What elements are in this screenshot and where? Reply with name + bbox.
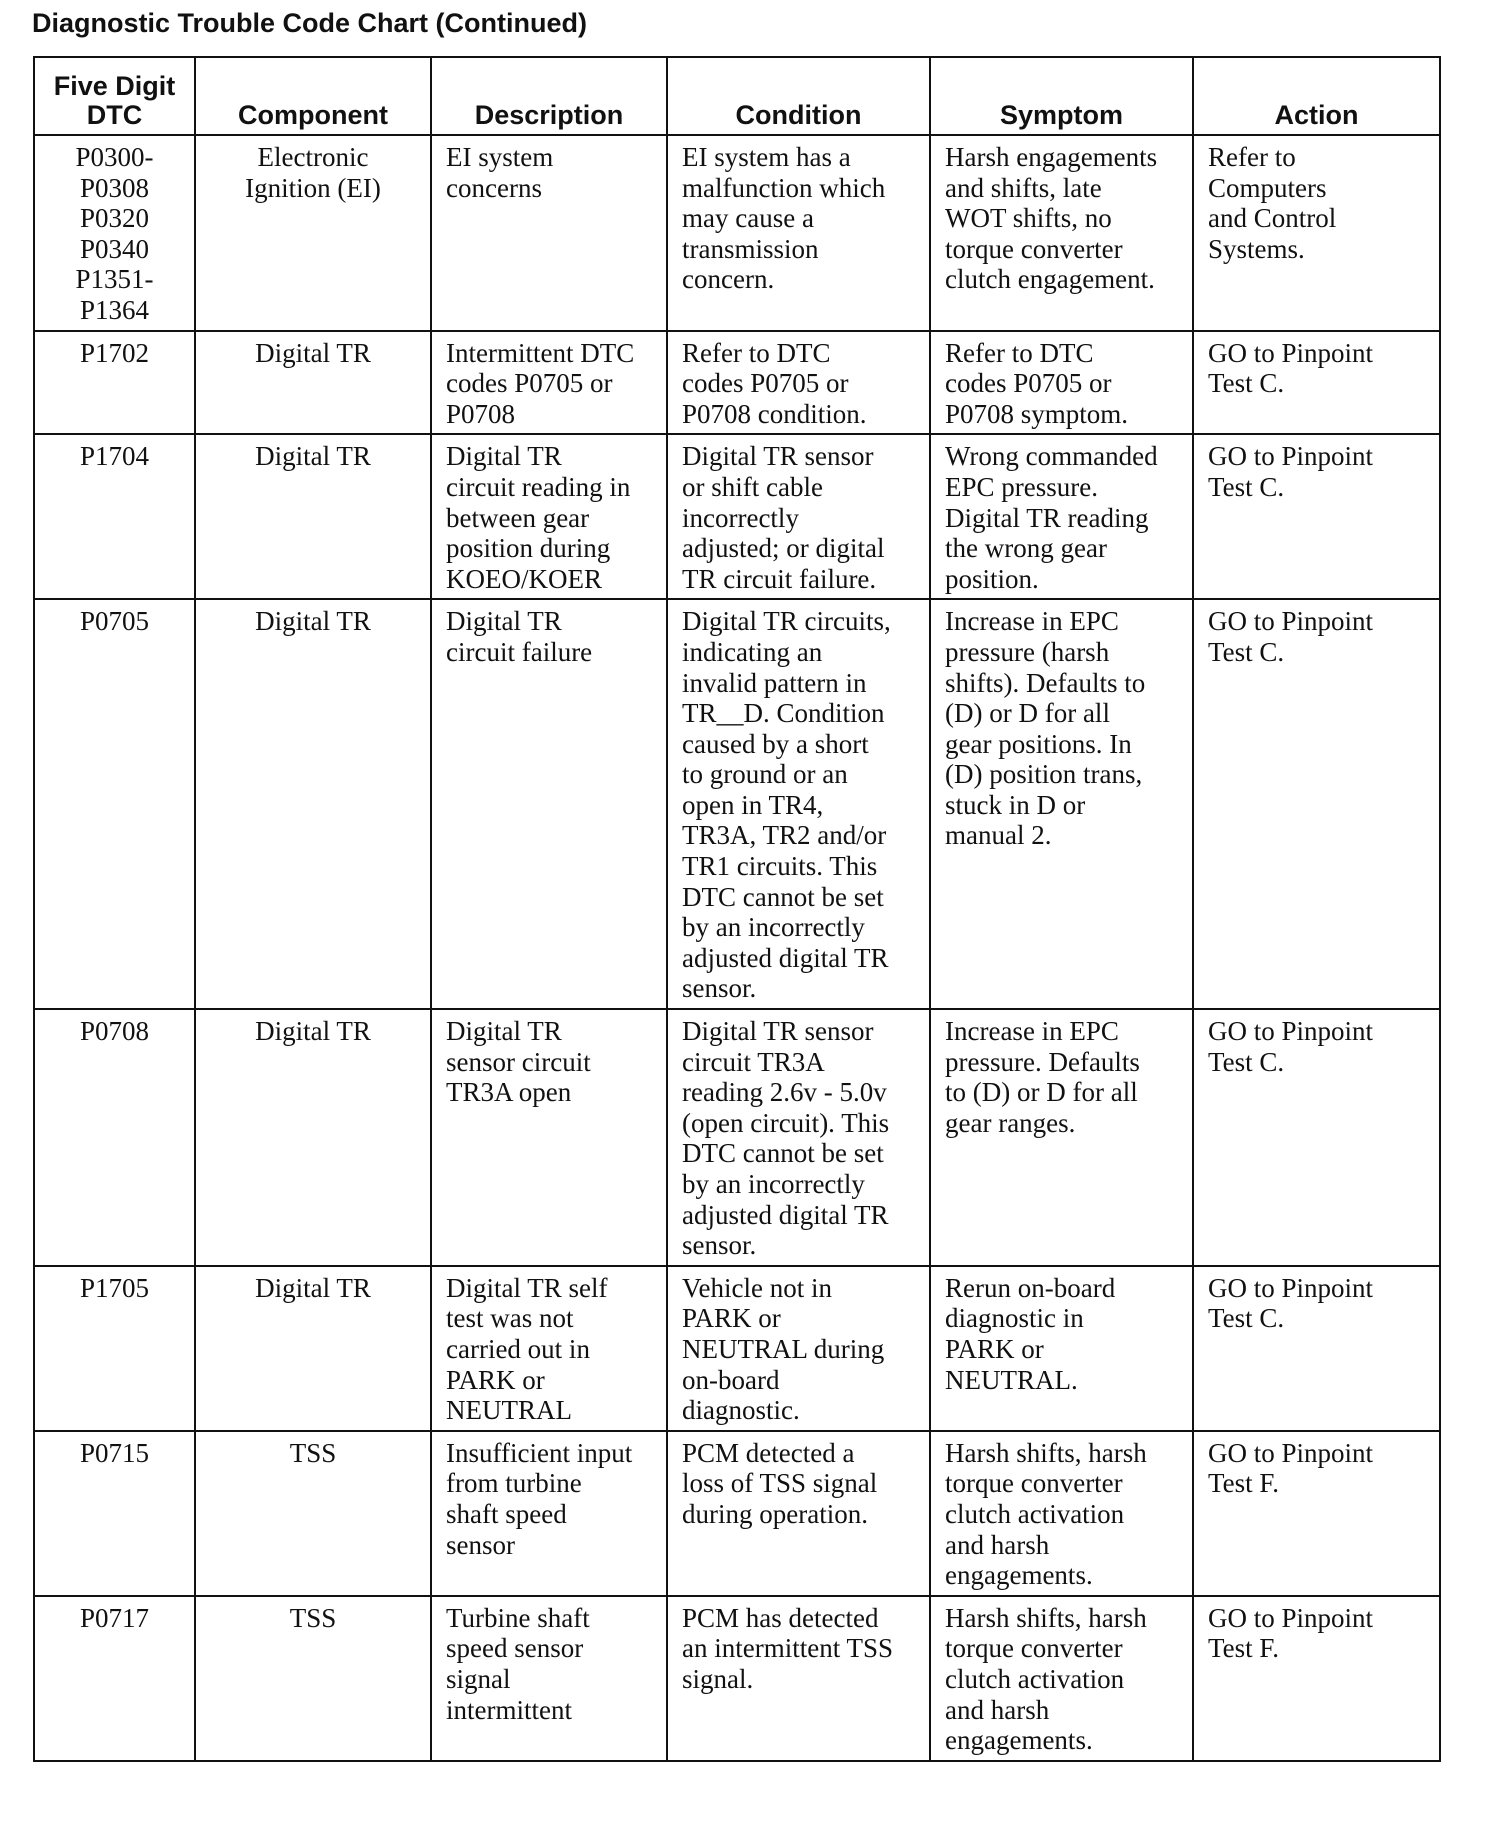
description-text: test was not <box>446 1303 574 1334</box>
symptom-cell <box>930 135 1193 331</box>
description-text: NEUTRAL <box>446 1395 572 1426</box>
description-text: intermittent <box>446 1694 572 1725</box>
condition-text: may cause a <box>682 203 814 234</box>
action-text: Computers <box>1208 172 1327 203</box>
description-text: from turbine <box>446 1468 582 1499</box>
component-text: Electronic <box>257 142 369 172</box>
description-text: signal <box>446 1663 511 1694</box>
condition-text: EI system has a <box>682 142 851 172</box>
action-text: Test C. <box>1208 1303 1285 1334</box>
action-text: GO to Pinpoint <box>1208 1272 1374 1303</box>
description-text: Intermittent DTC <box>446 337 635 368</box>
condition-cell <box>667 599 930 1009</box>
action-cell <box>1193 331 1440 435</box>
dtc-cell <box>34 135 195 331</box>
dtc-text: P1704 <box>79 441 150 472</box>
action-cell <box>1193 135 1440 331</box>
dtc-text: P0705 <box>79 606 150 637</box>
action-text: Test F. <box>1208 1633 1279 1664</box>
condition-text: P0708 condition. <box>682 398 867 429</box>
action-text: Refer to <box>1208 142 1296 172</box>
condition-cell <box>667 434 930 599</box>
symptom-text: Increase in EPC <box>945 1016 1119 1047</box>
description-text: PARK or <box>446 1364 545 1395</box>
dtc-cell <box>34 1266 195 1431</box>
description-text: position during <box>446 533 611 564</box>
symptom-text: gear ranges. <box>945 1107 1076 1138</box>
symptom-text: manual 2. <box>945 820 1052 851</box>
condition-text: during operation. <box>682 1498 868 1529</box>
symptom-cell <box>930 1266 1193 1431</box>
symptom-text: position. <box>945 563 1039 594</box>
condition-text: signal. <box>682 1663 754 1694</box>
condition-text: PCM detected a <box>682 1437 855 1468</box>
description-text: concerns <box>446 172 542 203</box>
condition-cell <box>667 1596 930 1761</box>
symptom-cell <box>930 434 1193 599</box>
condition-text: an intermittent TSS <box>682 1633 893 1664</box>
dtc-text: P1705 <box>79 1272 150 1303</box>
table-row <box>34 1596 1440 1761</box>
symptom-text: EPC pressure. <box>945 471 1098 502</box>
action-text: Test C. <box>1208 471 1285 502</box>
symptom-cell <box>930 1009 1193 1266</box>
condition-text: adjusted digital TR <box>682 1199 889 1230</box>
symptom-text: Wrong commanded <box>945 441 1158 472</box>
condition-text: Digital TR sensor <box>682 1016 874 1047</box>
condition-cell <box>667 1431 930 1596</box>
component-text: TSS <box>289 1437 337 1468</box>
header-symptom: Symptom <box>930 57 1193 135</box>
dtc-cell <box>34 1431 195 1596</box>
condition-cell <box>667 135 930 331</box>
symptom-text: torque converter <box>945 233 1123 264</box>
dtc-cell <box>34 331 195 435</box>
condition-text: malfunction which <box>682 172 886 203</box>
symptom-text: Refer to DTC <box>945 337 1094 368</box>
description-text: sensor <box>446 1529 515 1560</box>
component-cell <box>195 331 431 435</box>
dtc-text: P1702 <box>79 337 150 368</box>
condition-text: sensor. <box>682 973 757 1004</box>
symptom-text: engagements. <box>945 1725 1093 1756</box>
condition-text: TR1 circuits. This <box>682 851 878 882</box>
symptom-text: the wrong gear <box>945 533 1107 564</box>
symptom-text: and harsh <box>945 1694 1050 1725</box>
symptom-text: to (D) or D for all <box>945 1077 1138 1108</box>
description-cell <box>431 1596 667 1761</box>
component-text: Digital TR <box>255 1016 371 1047</box>
component-text: Digital TR <box>255 441 371 472</box>
header-description: Description <box>431 57 667 135</box>
action-cell <box>1193 1266 1440 1431</box>
component-cell <box>195 1596 431 1761</box>
action-cell <box>1193 1009 1440 1266</box>
header-dtc-line1: Five Digit <box>53 71 176 101</box>
condition-text: codes P0705 or <box>682 368 849 399</box>
symptom-text: Increase in EPC <box>945 606 1119 637</box>
symptom-text: diagnostic in <box>945 1303 1084 1334</box>
condition-text: TR3A, TR2 and/or <box>682 820 887 851</box>
table-row <box>34 434 1440 599</box>
condition-text: sensor. <box>682 1230 757 1261</box>
component-text: Ignition (EI) <box>245 172 381 203</box>
symptom-text: gear positions. In <box>945 728 1132 759</box>
condition-text: PARK or <box>682 1303 781 1334</box>
action-text: GO to Pinpoint <box>1208 1016 1374 1047</box>
condition-cell <box>667 1266 930 1431</box>
condition-text: by an incorrectly <box>682 1169 865 1199</box>
symptom-text: clutch activation <box>945 1663 1125 1694</box>
symptom-cell <box>930 331 1193 435</box>
condition-text: on-board <box>682 1364 780 1395</box>
description-text: EI system <box>446 142 554 172</box>
component-cell <box>195 1431 431 1596</box>
action-text: Test C. <box>1208 368 1285 399</box>
condition-text: DTC cannot be set <box>682 881 884 912</box>
condition-text: indicating an <box>682 636 823 667</box>
symptom-text: codes P0705 or <box>945 368 1112 399</box>
condition-text: NEUTRAL during <box>682 1333 885 1364</box>
header-dtc <box>34 57 195 135</box>
page-title: Diagnostic Trouble Code Chart (Continued) <box>32 8 587 38</box>
description-cell <box>431 1266 667 1431</box>
description-text: Insufficient input <box>446 1437 633 1468</box>
dtc-text: P1351- <box>75 264 154 295</box>
component-cell <box>195 599 431 1009</box>
symptom-text: PARK or <box>945 1333 1044 1364</box>
dtc-text: P0715 <box>79 1437 150 1468</box>
table-row <box>34 1266 1440 1431</box>
action-text: Test C. <box>1208 1046 1285 1077</box>
symptom-text: Rerun on-board <box>945 1272 1116 1303</box>
symptom-text: Digital TR reading <box>945 502 1149 533</box>
symptom-text: engagements. <box>945 1560 1093 1591</box>
description-text: KOEO/KOER <box>446 563 602 594</box>
condition-text: circuit TR3A <box>682 1046 825 1077</box>
component-text: TSS <box>289 1602 337 1633</box>
header-component: Component <box>195 57 431 135</box>
condition-cell <box>667 331 930 435</box>
symptom-text: Harsh shifts, harsh <box>945 1437 1147 1468</box>
symptom-text: NEUTRAL. <box>945 1364 1078 1395</box>
component-text: Digital TR <box>255 1272 371 1303</box>
description-cell <box>431 1431 667 1596</box>
description-text: codes P0705 or <box>446 368 613 399</box>
symptom-text: P0708 symptom. <box>945 398 1129 429</box>
description-text: Digital TR <box>446 1016 562 1047</box>
condition-text: by an incorrectly <box>682 912 865 943</box>
component-cell <box>195 1009 431 1266</box>
action-cell <box>1193 434 1440 599</box>
component-text: Digital TR <box>255 606 371 637</box>
symptom-cell <box>930 599 1193 1009</box>
symptom-text: WOT shifts, no <box>945 203 1112 234</box>
symptom-cell <box>930 1596 1193 1761</box>
condition-text: transmission <box>682 233 819 264</box>
dtc-cell <box>34 434 195 599</box>
table-row <box>34 599 1440 1009</box>
action-cell <box>1193 1596 1440 1761</box>
description-text: circuit reading in <box>446 471 631 502</box>
symptom-text: torque converter <box>945 1633 1123 1664</box>
action-cell <box>1193 1431 1440 1596</box>
symptom-text: Harsh engagements <box>945 142 1158 172</box>
header-condition: Condition <box>667 57 930 135</box>
table-row <box>34 1431 1440 1596</box>
description-text: sensor circuit <box>446 1046 591 1077</box>
condition-text: Refer to DTC <box>682 337 831 368</box>
table-row <box>34 331 1440 435</box>
description-cell <box>431 434 667 599</box>
condition-text: Vehicle not in <box>682 1272 832 1303</box>
condition-text: or shift cable <box>682 471 823 502</box>
condition-text: PCM has detected <box>682 1602 879 1633</box>
description-cell <box>431 331 667 435</box>
condition-text: invalid pattern in <box>682 667 867 698</box>
symptom-text: (D) position trans, <box>945 759 1143 790</box>
condition-text: incorrectly <box>682 502 799 533</box>
description-text: carried out in <box>446 1333 590 1364</box>
component-cell <box>195 1266 431 1431</box>
condition-text: caused by a short <box>682 728 869 759</box>
header-action: Action <box>1193 57 1440 135</box>
condition-text: loss of TSS signal <box>682 1468 878 1499</box>
condition-text: adjusted; or digital <box>682 533 885 564</box>
table-body <box>34 135 1440 1761</box>
condition-text: TR circuit failure. <box>682 563 877 594</box>
table-header-row <box>34 57 1440 135</box>
description-text: Turbine shaft <box>446 1602 590 1633</box>
condition-text: TR__D. Condition <box>682 698 885 729</box>
action-text: GO to Pinpoint <box>1208 1602 1374 1633</box>
description-text: speed sensor <box>446 1633 584 1664</box>
condition-cell <box>667 1009 930 1266</box>
description-cell <box>431 1009 667 1266</box>
action-text: GO to Pinpoint <box>1208 337 1374 368</box>
dtc-text: P0717 <box>79 1602 150 1633</box>
table-row <box>34 135 1440 331</box>
description-text: TR3A open <box>446 1077 572 1108</box>
symptom-text: (D) or D for all <box>945 698 1110 729</box>
dtc-text: P0320 <box>79 203 150 234</box>
condition-text: Digital TR circuits, <box>682 606 891 637</box>
symptom-text: shifts). Defaults to <box>945 667 1146 698</box>
condition-text: concern. <box>682 264 775 295</box>
action-text: GO to Pinpoint <box>1208 1437 1374 1468</box>
description-text: circuit failure <box>446 636 593 667</box>
action-cell <box>1193 599 1440 1009</box>
condition-text: (open circuit). This <box>682 1107 890 1138</box>
dtc-text: P0340 <box>79 233 150 264</box>
symptom-text: clutch activation <box>945 1498 1125 1529</box>
dtc-table <box>33 56 1441 1762</box>
symptom-text: pressure. Defaults <box>945 1046 1140 1077</box>
action-text: and Control Systems. <box>1208 203 1337 264</box>
dtc-cell <box>34 1009 195 1266</box>
symptom-text: Harsh shifts, harsh <box>945 1602 1147 1633</box>
dtc-cell <box>34 1596 195 1761</box>
description-text: shaft speed <box>446 1498 567 1529</box>
condition-text: adjusted digital TR <box>682 942 889 973</box>
symptom-text: torque converter <box>945 1468 1123 1499</box>
condition-text: DTC cannot be set <box>682 1138 884 1169</box>
symptom-cell <box>930 1431 1193 1596</box>
dtc-text: P0708 <box>79 1016 150 1047</box>
dtc-text: P0308 <box>79 172 150 203</box>
dtc-text: P1364 <box>79 294 150 325</box>
description-text: Digital TR <box>446 606 562 637</box>
condition-text: to ground or an <box>682 759 848 790</box>
description-text: P0708 <box>446 398 516 429</box>
description-text: between gear <box>446 502 590 533</box>
description-cell <box>431 135 667 331</box>
action-text: GO to Pinpoint <box>1208 441 1374 472</box>
action-text: Test F. <box>1208 1468 1279 1499</box>
component-cell <box>195 434 431 599</box>
component-text: Digital TR <box>255 337 371 368</box>
symptom-text: stuck in D or <box>945 789 1086 820</box>
condition-text: Digital TR sensor <box>682 441 874 472</box>
symptom-text: and harsh <box>945 1529 1050 1560</box>
symptom-text: and shifts, late <box>945 172 1102 203</box>
description-text: Digital TR self <box>446 1272 608 1303</box>
condition-text: reading 2.6v - 5.0v <box>682 1077 887 1108</box>
description-cell <box>431 599 667 1009</box>
header-dtc-line2: DTC <box>86 100 143 130</box>
description-text: Digital TR <box>446 441 562 472</box>
action-text: Test C. <box>1208 636 1285 667</box>
condition-text: open in TR4, <box>682 789 824 820</box>
symptom-text: clutch engagement. <box>945 264 1155 295</box>
table-row <box>34 1009 1440 1266</box>
symptom-text: pressure (harsh <box>945 636 1110 667</box>
dtc-cell <box>34 599 195 1009</box>
component-cell <box>195 135 431 331</box>
action-text: GO to Pinpoint <box>1208 606 1374 637</box>
condition-text: diagnostic. <box>682 1395 800 1426</box>
dtc-text: P0300- <box>75 142 154 172</box>
